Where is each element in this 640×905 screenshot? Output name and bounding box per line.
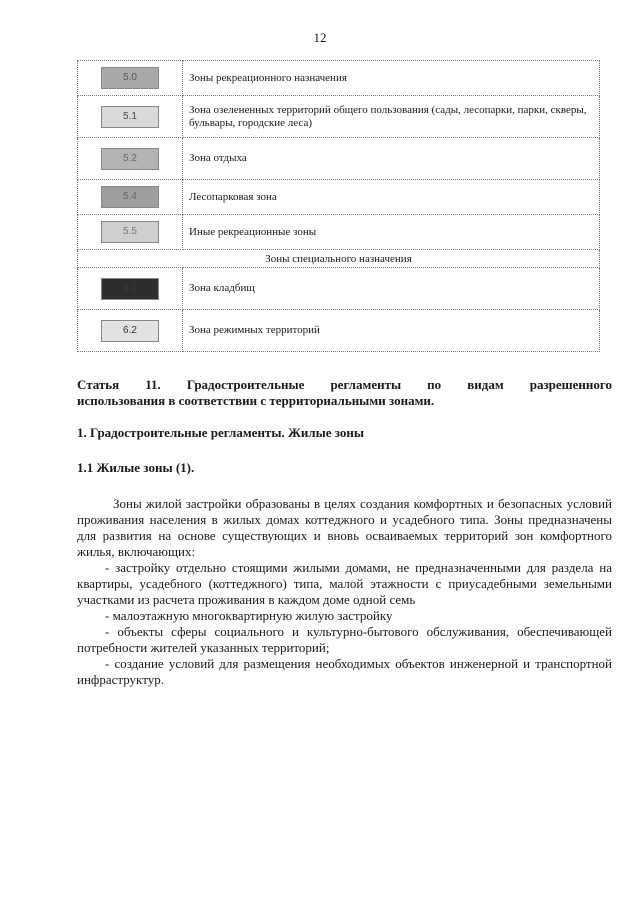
- legend-row: [78, 61, 600, 96]
- legend-row: [78, 96, 600, 138]
- body-text: [77, 496, 612, 688]
- zone-swatch: 5.2: [101, 148, 159, 170]
- zone-label: Зона озелененных территорий общего пользования (сады, лесопарки, парки, скверы, бульвары, городские леса): [183, 96, 600, 138]
- legend-section-header-row: [78, 250, 600, 268]
- legend-row: [78, 268, 600, 310]
- zone-label: Лесопарковая зона: [183, 180, 600, 215]
- legend-row: [78, 138, 600, 180]
- article-heading-line2: использования в соответствии с территориальными зонами.: [77, 393, 435, 408]
- legend-row: [78, 180, 600, 215]
- zone-label: Зоны рекреационного назначения: [183, 61, 600, 96]
- list-item: - застройку отдельно стоящими жилыми домами, не предназначенными для раздела на квартиры, усадебного (коттеджного) типа, малой этажности с приусадебными земельными участками из расчета проживания в каждом доме одной семь: [77, 560, 612, 607]
- zone-swatch: 5.5: [101, 221, 159, 243]
- list-item: - создание условий для размещения необходимых объектов инженерной и транспортной инфраструктур.: [77, 656, 612, 687]
- subsection-heading: 1.1 Жилые зоны (1).: [77, 460, 195, 475]
- zone-label: Зона режимных территорий: [183, 310, 600, 352]
- list-item: - объекты сферы социального и культурно-бытового обслуживания, обеспечивающей потребности жителей указанных территорий;: [77, 624, 612, 655]
- article-heading-line1: Статья 11. Градостроительные регламенты по видам разрешенного: [77, 377, 612, 392]
- section-heading: 1. Градостроительные регламенты. Жилые зоны: [77, 425, 365, 440]
- legend-section-header: Зоны специального назначения: [78, 250, 600, 268]
- legend-row: [78, 215, 600, 250]
- zone-swatch: 6.1: [101, 278, 159, 300]
- article-heading: [77, 377, 612, 409]
- zone-label: Зона кладбищ: [183, 268, 600, 310]
- zone-legend-table: [77, 60, 600, 352]
- zone-label: Иные рекреационные зоны: [183, 215, 600, 250]
- zone-swatch: 5.0: [101, 67, 159, 89]
- zone-swatch: 5.1: [101, 106, 159, 128]
- zone-swatch: 6.2: [101, 320, 159, 342]
- list-item: - малоэтажную многоквартирную жилую застройку: [105, 608, 393, 623]
- zone-label: Зона отдыха: [183, 138, 600, 180]
- body-paragraph: Зоны жилой застройки образованы в целях создания комфортных и безопасных условий проживания населения в жилых домах коттеджного и усадебного типа. Зоны предназначены для развития на основе существующих и вновь осваиваемых территорий зон комфортного жилья, включающих:: [77, 496, 612, 559]
- page-number: 12: [313, 30, 327, 45]
- legend-row: [78, 310, 600, 352]
- zone-swatch: 5.4: [101, 186, 159, 208]
